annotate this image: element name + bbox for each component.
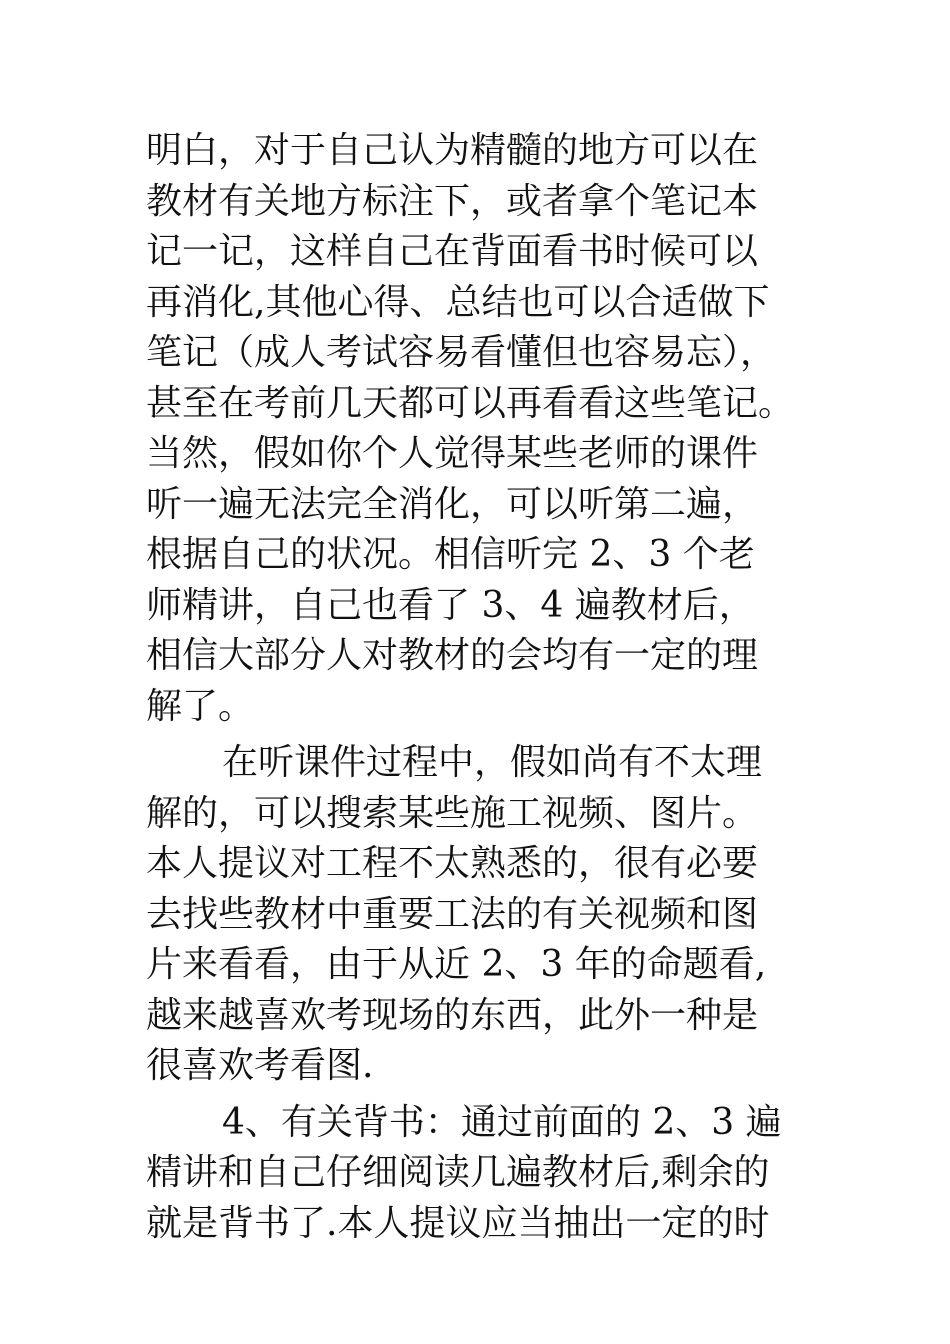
text-line: 解的，可以搜索某些施工视频、图片。: [146, 792, 759, 834]
text-line: 再消化,其他心得、总结也可以合适做下: [146, 281, 770, 323]
text-line: 就是背书了.本人提议应当抽出一定的时: [146, 1202, 770, 1244]
text-line: 相信大部分人对教材的会均有一定的理: [146, 635, 759, 676]
text-line: 本人提议对工程不太熟悉的，很有必要: [146, 843, 759, 884]
text-line: 师精讲，自己也看了 3、4 遍教材后，: [146, 584, 755, 626]
document-body: [146, 126, 816, 1249]
paragraph-1: [146, 126, 816, 732]
text-line: 甚至在考前几天都可以再看看这些笔记。: [146, 382, 795, 424]
text-line: 片来看看，由于从近 2、3 年的命题看,: [146, 944, 767, 985]
text-line: 4、有关背书：通过前面的 2、3 遍: [222, 1101, 782, 1143]
text-line: 听一遍无法完全消化，可以听第二遍，: [146, 483, 759, 525]
text-line: 在听课件过程中，假如尚有不太理: [222, 742, 763, 783]
text-line: 记一记，这样自己在背面看书时候可以: [146, 231, 759, 272]
text-line: 明白，对于自己认为精髓的地方可以在: [146, 130, 759, 171]
text-line: 当然，假如你个人觉得某些老师的课件: [146, 433, 759, 474]
text-line: 教材有关地方标注下，或者拿个笔记本: [146, 180, 759, 222]
text-line: 去找些教材中重要工法的有关视频和图: [146, 893, 759, 935]
text-line: 精讲和自己仔细阅读几遍教材后,剩余的: [146, 1152, 770, 1193]
text-line: 根据自己的状况。相信听完 2、3 个老: [146, 534, 755, 575]
paragraph-2: [146, 738, 816, 1092]
text-line: 很喜欢考看图.: [146, 1045, 374, 1086]
text-line: 越来越喜欢考现场的东西，此外一种是: [146, 994, 759, 1036]
text-line: 笔记（成人考试容易看懂但也容易忘），: [146, 332, 777, 373]
paragraph-3: [146, 1098, 816, 1250]
text-line: 解了。: [146, 685, 255, 727]
